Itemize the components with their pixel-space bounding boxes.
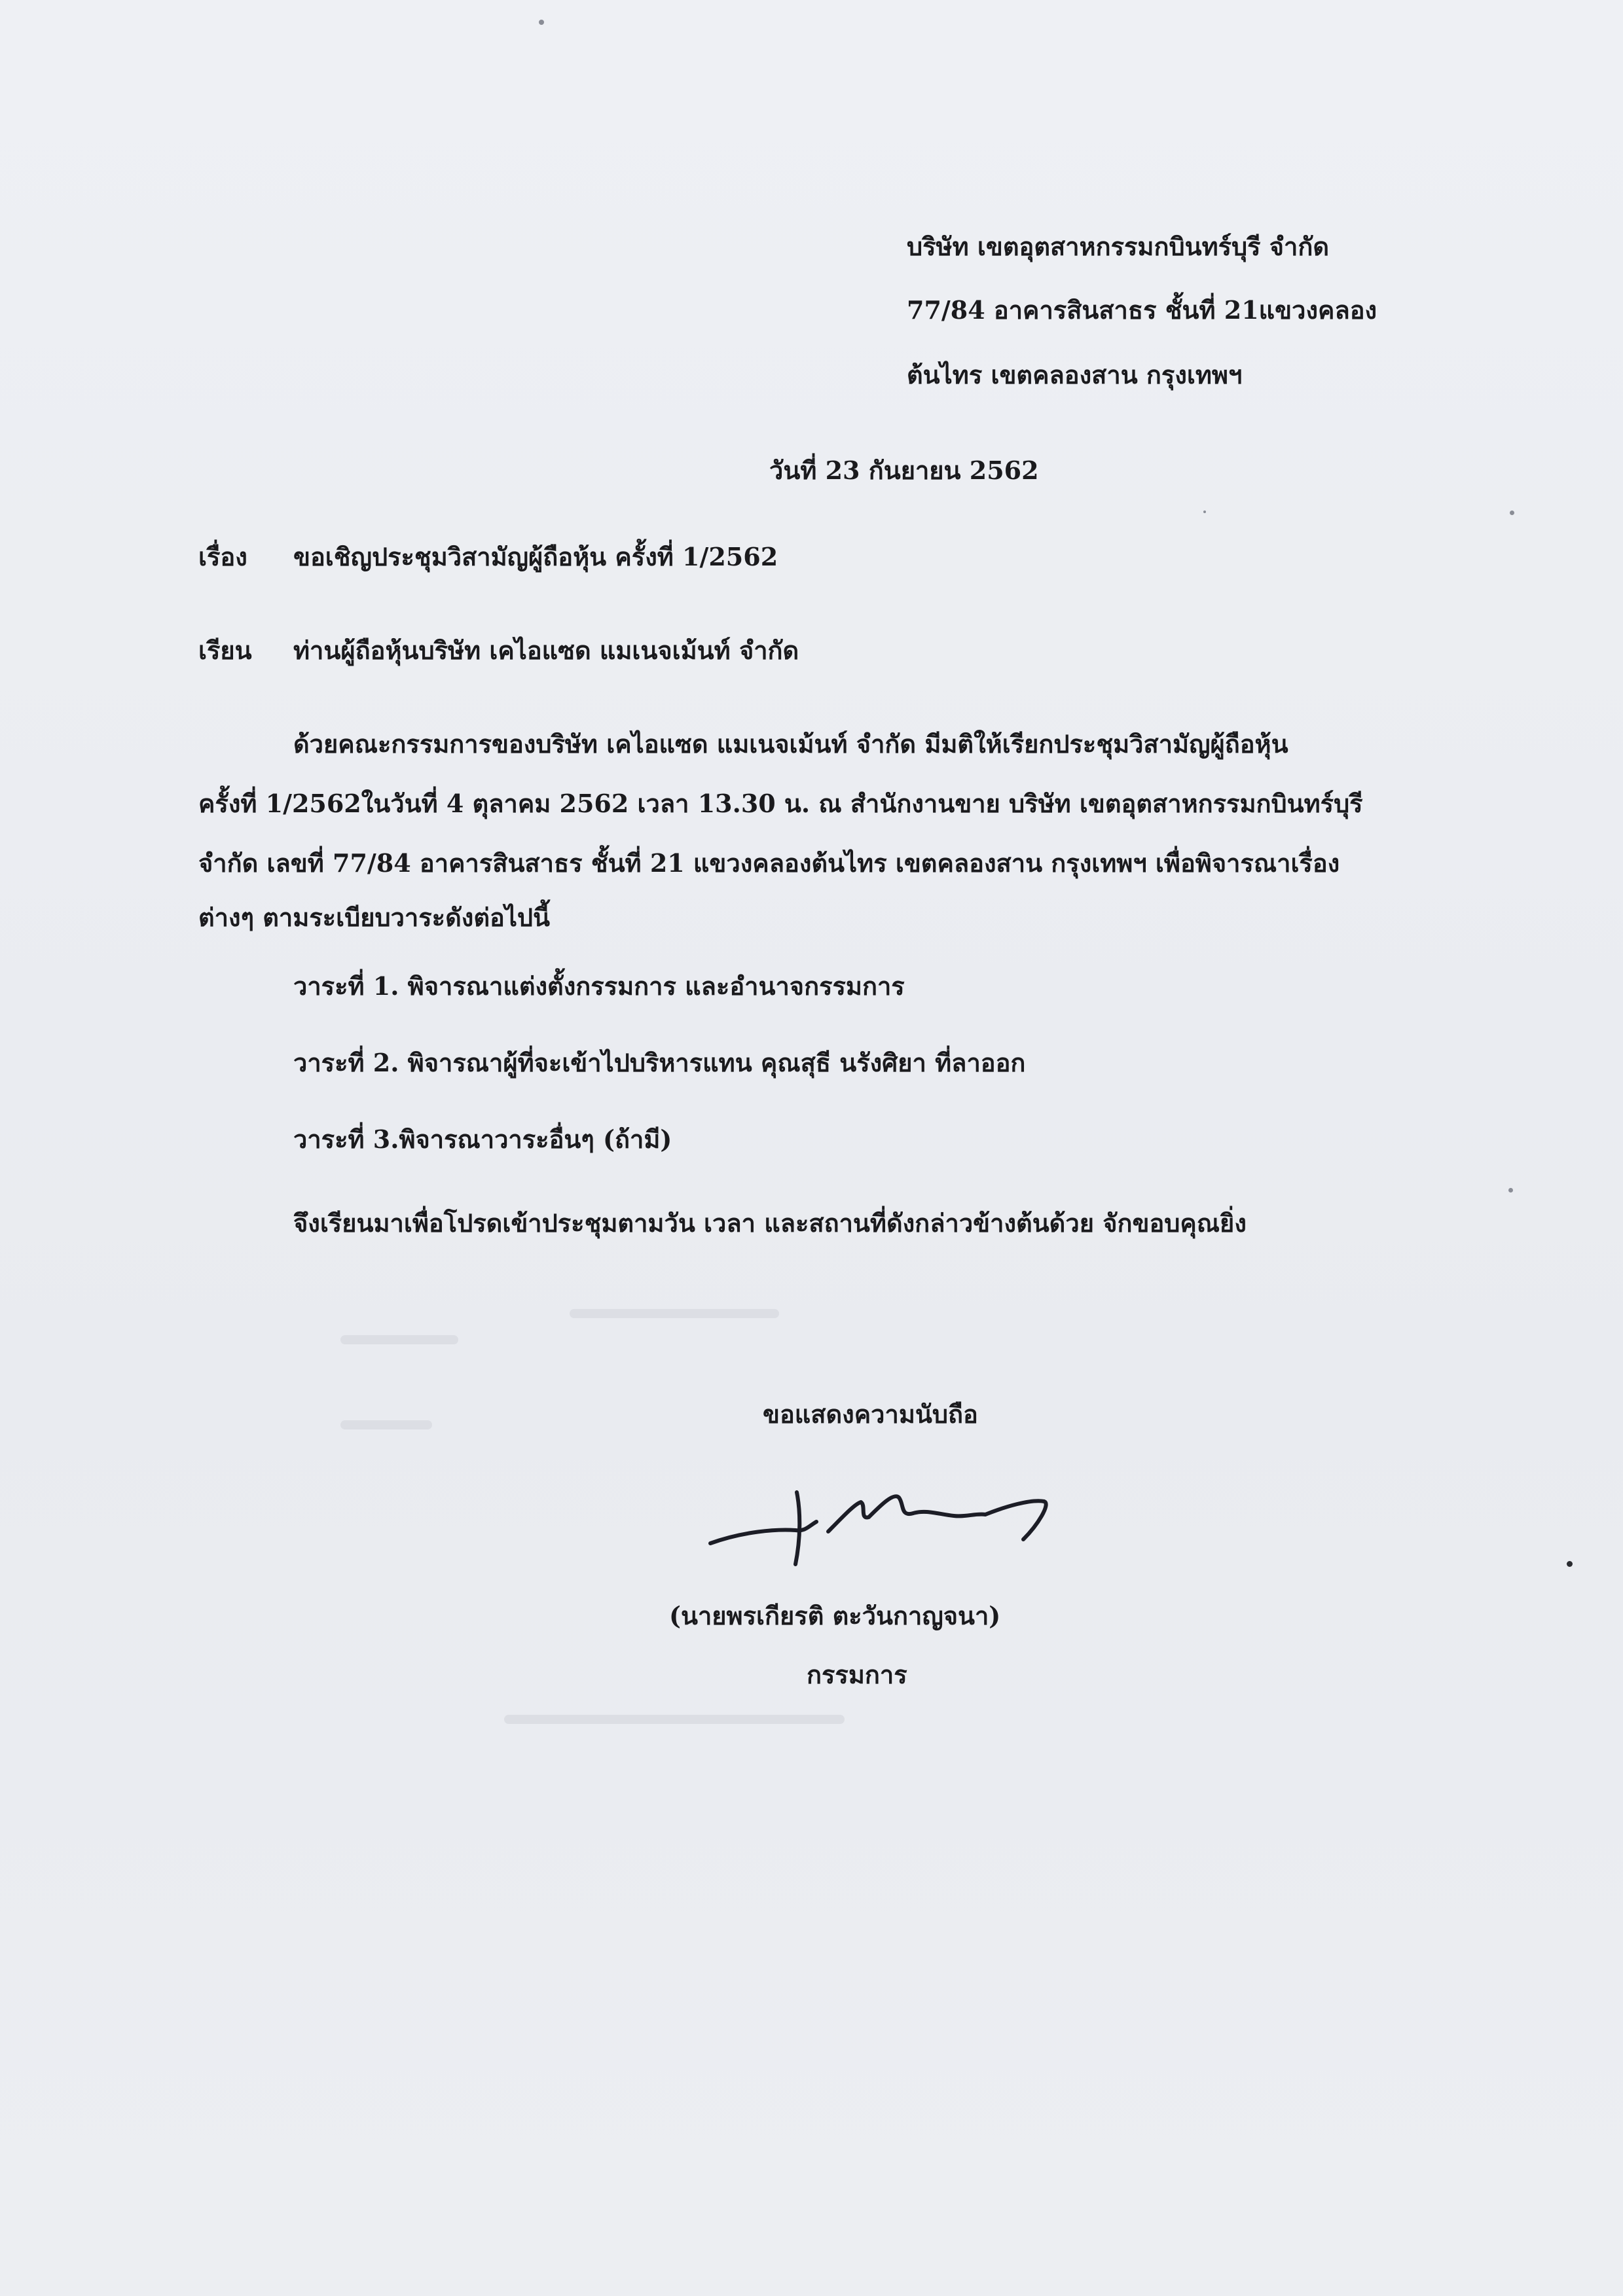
handwritten-signature: [697, 1466, 1064, 1571]
sign-off: ขอแสดงความนับถือ: [763, 1399, 978, 1429]
show-through-mark: [340, 1335, 458, 1344]
sender-line-3: ต้นไทร เขตคลองสาน กรุงเทพฯ: [907, 360, 1243, 389]
show-through-mark: [570, 1309, 779, 1318]
sender-line-1: บริษัท เขตอุตสาหกรรมกบินทร์บุรี จำกัด: [907, 232, 1330, 261]
body-line-2: ครั้งที่ 1/2562ในวันที่ 4 ตุลาคม 2562 เวลา 13.30 น. ณ สำนักงานขาย บริษัท เขตอุตสาหกรรมกบินทร์บุรี: [198, 789, 1363, 818]
scan-speck: [1203, 511, 1206, 513]
scan-speck: [1567, 1561, 1573, 1567]
show-through-mark: [504, 1715, 845, 1724]
recipient-label: เรียน: [198, 636, 252, 665]
body-line-1: ด้วยคณะกรรมการของบริษัท เคไอแซด แมเนจเม้นท์ จำกัด มีมติให้เรียกประชุมวิสามัญผู้ถือหุ้น: [293, 729, 1288, 759]
agenda-item: วาระที่ 3.พิจารณาวาระอื่นๆ (ถ้ามี): [293, 1124, 672, 1154]
closing-sentence: จึงเรียนมาเพื่อโปรดเข้าประชุมตามวัน เวลา และสถานที่ดังกล่าวข้างต้นด้วย จักขอบคุณยิ่ง: [293, 1208, 1247, 1238]
letter-date: วันที่ 23 กันยายน 2562: [769, 456, 1039, 485]
scan-speck: [1508, 1188, 1513, 1193]
subject-label: เรื่อง: [198, 542, 247, 571]
scan-speck: [1510, 511, 1514, 515]
signatory-title: กรรมการ: [807, 1660, 907, 1689]
scan-speck: [539, 20, 544, 25]
show-through-mark: [340, 1420, 432, 1429]
body-line-4: ต่างๆ ตามระเบียบวาระดังต่อไปนี้: [198, 903, 551, 932]
recipient-text: ท่านผู้ถือหุ้นบริษัท เคไอแซด แมเนจเม้นท์ จำกัด: [293, 636, 799, 665]
signatory-name: (นายพรเกียรติ ตะวันกาญจนา): [669, 1601, 1001, 1630]
body-line-3: จำกัด เลขที่ 77/84 อาคารสินสาธร ชั้นที่ 21 แขวงคลองต้นไทร เขตคลองสาน กรุงเทพฯ เพื่อพิจารณาเรื่อง: [198, 848, 1340, 878]
agenda-item: วาระที่ 2. พิจารณาผู้ที่จะเข้าไปบริหารแทน คุณสุธี นรังศิยา ที่ลาออก: [293, 1048, 1026, 1077]
agenda-item: วาระที่ 1. พิจารณาแต่งตั้งกรรมการ และอำนาจกรรมการ: [293, 971, 905, 1001]
subject-text: ขอเชิญประชุมวิสามัญผู้ถือหุ้น ครั้งที่ 1/2562: [293, 542, 778, 571]
sender-line-2: 77/84 อาคารสินสาธร ชั้นที่ 21แขวงคลอง: [907, 295, 1377, 325]
